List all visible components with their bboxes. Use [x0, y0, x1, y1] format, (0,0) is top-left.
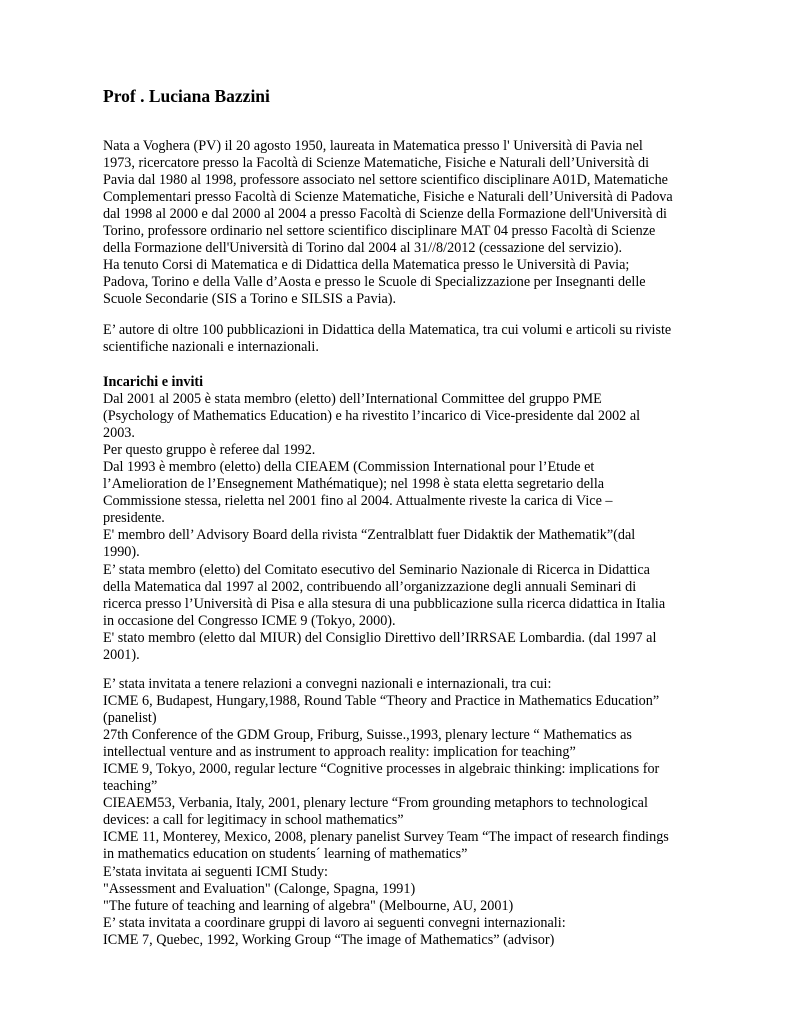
incarichi-line: Dal 1993 è membro (eletto) della CIEAEM (Commission International pour l’Etude et	[103, 459, 595, 476]
inviti-line: ICME 11, Monterey, Mexico, 2008, plenary panelist Survey Team “The impact of research findings	[103, 829, 669, 846]
inviti-line: ICME 6, Budapest, Hungary,1988, Round Table “Theory and Practice in Mathematics Education”	[103, 693, 660, 710]
incarichi-line: 2003.	[103, 425, 135, 442]
bio-line: dal 1998 al 2000 e dal 2000 al 2004 a presso Facoltà di Scienze della Formazione dell'Università di	[103, 206, 667, 223]
inviti-line: "The future of teaching and learning of algebra" (Melbourne, AU, 2001)	[103, 897, 514, 914]
bio-line: Pavia dal 1980 al 1998, professore associato nel settore scientifico disciplinare A01D, Matematiche	[103, 172, 668, 189]
inviti-line: (panelist)	[103, 710, 157, 727]
bio-line: Nata a Voghera (PV) il 20 agosto 1950, laureata in Matematica presso l' Università di Pavia nel	[103, 138, 643, 154]
incarichi-line: Dal 2001 al 2005 è stata membro (eletto) dell’International Committee del gruppo PME	[103, 391, 602, 408]
incarichi-line: Per questo gruppo è referee dal 1992.	[103, 442, 316, 459]
incarichi-line: E’ stata membro (eletto) del Comitato esecutivo del Seminario Nazionale di Ricerca in Didattica	[103, 561, 650, 578]
bio-line: della Formazione dell'Università di Torino dal 2004 al 31//8/2012 (cessazione del servizio).	[103, 240, 623, 257]
incarichi-line: (Psychology of Mathematics Education) e ha rivestito l’incarico di Vice-presidente dal 2002 al	[103, 408, 641, 425]
bio-line: Complementari presso Facoltà di Scienze Matematiche, Fisiche e Naturali dell’Università di Padova	[103, 189, 673, 206]
inviti-line: 27th Conference of the GDM Group, Friburg, Suisse.,1993, plenary lecture “ Mathematics as	[103, 727, 632, 744]
incarichi-line: Commissione stessa, rieletta nel 2001 fino al 2004. Attualmente riveste la carica di Vice –	[103, 493, 613, 510]
inviti-line: devices: a call for legitimacy in school mathematics”	[103, 812, 404, 829]
publications-line: E’ autore di oltre 100 pubblicazioni in Didattica della Matematica, tra cui volumi e articoli su riviste	[103, 322, 672, 338]
biography-paragraph	[103, 138, 703, 308]
inviti-section	[103, 676, 703, 949]
bio-line: 1973, ricercatore presso la Facoltà di Scienze Matematiche, Fisiche e Naturali dell’Università di	[103, 155, 650, 172]
incarichi-line: l’Amelioration de l’Ensegnement Mathématique); nel 1998 è stata eletta segretario della	[103, 476, 605, 493]
inviti-line: CIEAEM53, Verbania, Italy, 2001, plenary lecture “From grounding metaphors to technological	[103, 795, 648, 812]
inviti-line: "Assessment and Evaluation" (Calonge, Spagna, 1991)	[103, 880, 416, 897]
inviti-line: intellectual venture and as instrument to approach reality: implication for teaching”	[103, 744, 576, 761]
inviti-line: in mathematics education on students´ learning of mathematics”	[103, 846, 468, 863]
bio-line: Padova, Torino e della Valle d’Aosta e presso le Scuole di Specializzazione per Insegnanti delle	[103, 274, 646, 291]
inviti-line: E’ stata invitata a tenere relazioni a convegni nazionali e internazionali, tra cui:	[103, 676, 552, 692]
incarichi-section	[103, 374, 703, 664]
inviti-line: teaching”	[103, 778, 158, 795]
incarichi-line: ricerca presso l’Università di Pisa e alla stesura di una pubblicazione sulla ricerca didattica in Italia	[103, 595, 666, 612]
inviti-line: E’stata invitata ai seguenti ICMI Study:	[103, 863, 328, 880]
section-heading: Incarichi e inviti	[103, 374, 204, 390]
incarichi-line: in occasione del Congresso ICME 9 (Tokyo, 2000).	[103, 612, 396, 629]
incarichi-line: E' stato membro (eletto dal MIUR) del Consiglio Direttivo dell’IRRSAE Lombardia. (dal 1997 al	[103, 629, 657, 646]
page-title: Prof . Luciana Bazzini	[103, 86, 270, 106]
bio-line: Scuole Secondarie (SIS a Torino e SILSIS a Pavia).	[103, 291, 397, 308]
inviti-line: E’ stata invitata a coordinare gruppi di lavoro ai seguenti convegni internazionali:	[103, 914, 566, 931]
publications-paragraph	[103, 322, 703, 356]
incarichi-line: presidente.	[103, 510, 165, 527]
inviti-line: ICME 9, Tokyo, 2000, regular lecture “Cognitive processes in algebraic thinking: implications for	[103, 761, 660, 778]
inviti-line: ICME 7, Quebec, 1992, Working Group “The image of Mathematics” (advisor)	[103, 931, 555, 948]
bio-line: Ha tenuto Corsi di Matematica e di Didattica della Matematica presso le Università di Pavia;	[103, 257, 630, 274]
publications-line: scientifiche nazionali e internazionali.	[103, 339, 319, 356]
bio-line: Torino, professore ordinario nel settore scientifico disciplinare MAT 04 presso Facoltà di Scienze	[103, 223, 656, 240]
incarichi-line: 1990).	[103, 544, 140, 561]
incarichi-line: della Matematica dal 1997 al 2002, contribuendo all’organizzazione degli annuali Seminari di	[103, 578, 637, 595]
incarichi-line: E' membro dell’ Advisory Board della rivista “Zentralblatt fuer Didaktik der Mathematik”(dal	[103, 527, 636, 544]
incarichi-line: 2001).	[103, 646, 140, 663]
